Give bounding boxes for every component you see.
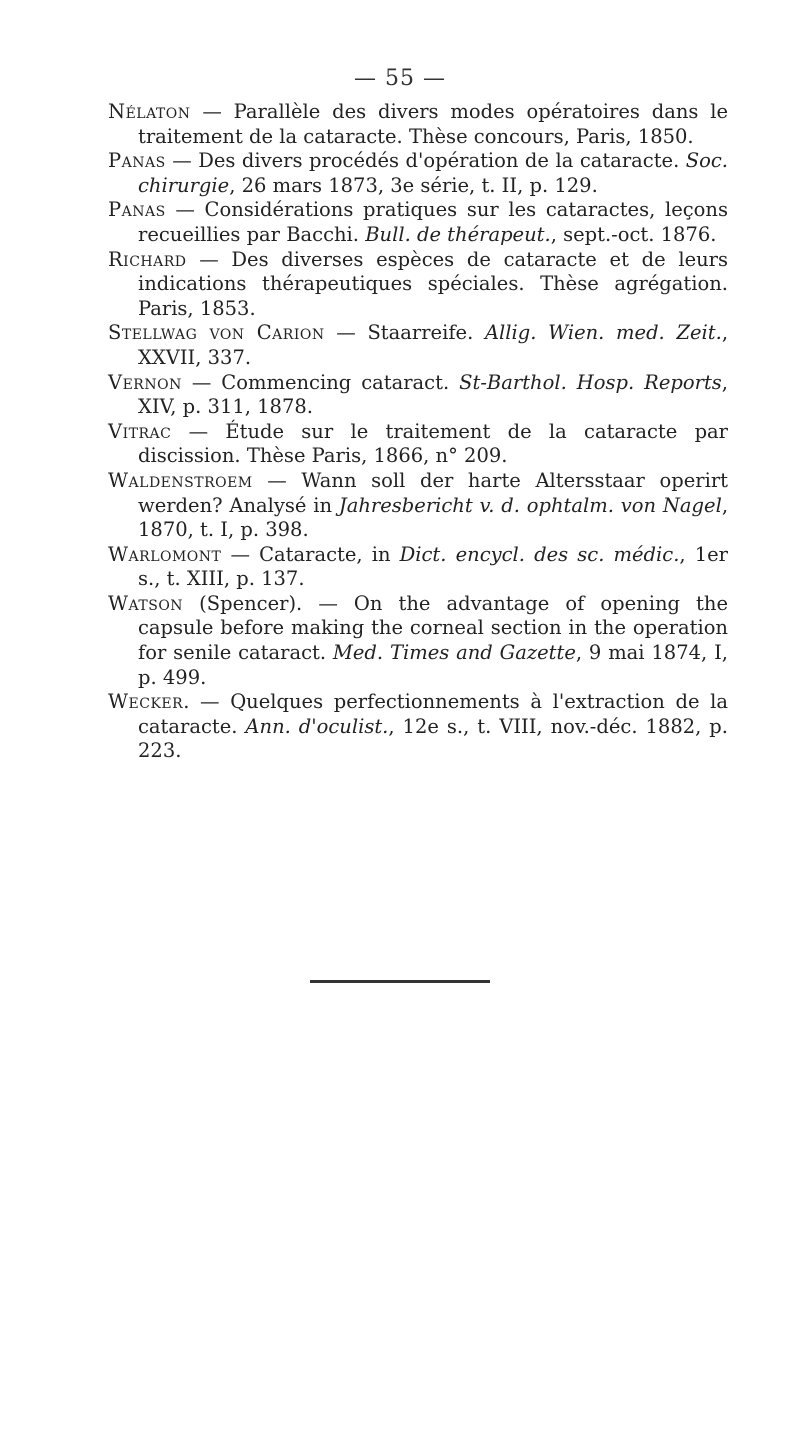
entry-author: Richard [108, 247, 187, 271]
entry-details: , 9 mai 1874, I, p. 499. [138, 641, 728, 689]
bibliography-entry [108, 420, 728, 469]
entry-text: — Étude sur le traitement de la cataracte par discission. Thèse Paris, 1866, n° 209. [138, 419, 728, 468]
entry-author: Panas [108, 149, 166, 173]
bibliography-entry [108, 149, 728, 198]
entry-journal: Ann. d'oculist. [245, 714, 389, 738]
bibliography-list [108, 100, 728, 764]
entry-details: , 12e s., t. VIII, nov.-déc. 1882, p. 223. [138, 714, 728, 763]
entry-text: — Cataracte, in [221, 542, 400, 566]
entry-text: — Wann soll der harte Altersstaar operirt werden? Analysé in [138, 468, 728, 517]
entry-author: Wecker [108, 690, 184, 714]
page-number: — 55 — [354, 66, 446, 91]
bibliography-entry [108, 543, 728, 592]
bibliography-entry [108, 371, 728, 420]
entry-details: , 1er s., t. XIII, p. 137. [138, 542, 729, 591]
entry-journal: Allig. Wien. med. Zeit. [484, 321, 722, 345]
entry-text: — Parallèle des divers modes opératoires dans le traitement de la cataracte. Thèse concours, Paris, 1850. [138, 100, 728, 148]
entry-details: , sept.-oct. 1876. [550, 222, 717, 246]
entry-journal: Med. Times and Gazette [332, 641, 576, 665]
bibliography-entry [108, 592, 728, 690]
entry-journal: Dict. encycl. des sc. médic. [399, 542, 680, 566]
entry-text: — Des diverses espèces de cataracte et de leurs indications thérapeutiques spéciales. Thèse agrégation. Paris, 1853. [138, 247, 728, 320]
entry-text: — Staarreife. [324, 321, 485, 345]
entry-text: (Spencer). — On the advantage of opening the capsule before making the corneal section in the operation for senile cataract. [138, 591, 728, 665]
bibliography-entry [108, 248, 728, 322]
bibliography-entry [108, 321, 728, 370]
entry-details: , XXVII, 337. [138, 321, 729, 369]
entry-details: , XIV, p. 311, 1878. [138, 370, 728, 419]
entry-journal: Bull. de thérapeut. [365, 222, 551, 246]
entry-journal: Jahresbericht v. d. ophtalm. von Nagel [338, 493, 722, 517]
entry-text: — Considérations pratiques sur les cataractes, leçons recueillies par Bacchi. [138, 198, 728, 246]
entry-text: . — Quelques perfectionnements à l'extraction de la cataracte. [138, 690, 728, 738]
entry-details: , 1870, t. I, p. 398. [138, 493, 729, 542]
bibliography-entry [108, 469, 728, 543]
bibliography-entry [108, 198, 728, 247]
entry-journal: St-Barthol. Hosp. Reports [459, 370, 722, 394]
entry-details: , 26 mars 1873, 3e série, t. II, p. 129. [229, 173, 598, 197]
entry-journal: Soc. chirurgie [138, 149, 728, 197]
entry-author: Stellwag von Carion [108, 321, 325, 345]
entry-author: Vitrac [108, 419, 172, 443]
bibliography-entry [108, 100, 728, 149]
entry-author: Watson [108, 591, 184, 615]
entry-author: Waldenstroem [108, 468, 253, 492]
bibliography-entry [108, 690, 728, 764]
entry-author: Vernon [108, 370, 182, 394]
entry-author: Panas [108, 198, 166, 222]
entry-author: Nélaton [108, 100, 191, 123]
closing-rule [310, 980, 490, 983]
entry-author: Warlomont [108, 542, 222, 566]
entry-text: — Des divers procédés d'opération de la cataracte. [165, 149, 686, 173]
entry-text: — Commencing cataract. [181, 370, 460, 394]
